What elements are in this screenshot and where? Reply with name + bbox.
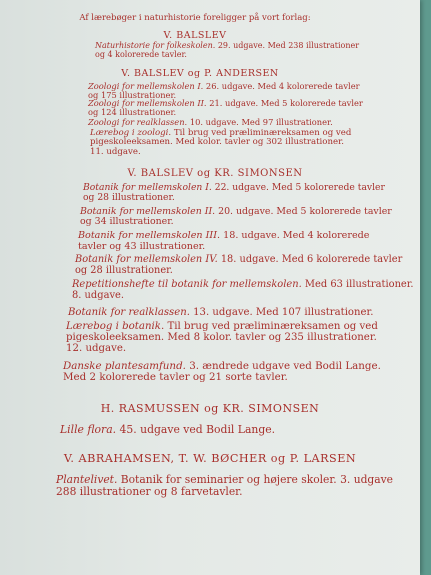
book-details: Til brug ved præliminæreksamen og ved: [171, 128, 352, 138]
book-title: Botanik for mellemskolen IV.: [75, 254, 218, 265]
book-details-cont: tavler og 43 illustrationer.: [78, 240, 206, 252]
book-details: 18. udgave. Med 6 kolorerede tavler: [217, 254, 403, 265]
book-details: 10. udgave. Med 97 illustrationer.: [187, 117, 333, 127]
book-title: Repetitionshefte til botanik for mellemskolen.: [72, 279, 302, 290]
book-details: 3. ændrede udgave ved Bodil Lange.: [185, 360, 381, 372]
book-title: Botanik for mellemskolen III.: [78, 230, 221, 241]
book-title: Plantelivet.: [56, 473, 118, 486]
book-details: 26. udgave. Med 4 kolorerede tavler: [203, 81, 360, 91]
book-title: Zoologi for mellemskolen I.: [88, 81, 204, 91]
book-entry: [88, 99, 363, 117]
book-entry: [56, 474, 393, 498]
intro-text: Af lærebøger i naturhistorie foreligger på vort forlag:: [79, 13, 311, 23]
book-title: Zoologi for realklassen.: [88, 117, 188, 127]
book-details-cont: pigeskoleeksamen. Med kolor. tavler og 302 illustrationer.: [90, 137, 344, 148]
book-details: 29. udgave. Med 238 illustrationer: [215, 41, 360, 50]
book-details: 18. udgave. Med 4 kolorerede: [220, 230, 370, 241]
author-heading-rasmussen-simonsen: H. RASMUSSEN og KR. SIMONSEN: [100, 402, 320, 415]
author-heading-abrahamsen-bocher-larsen: V. ABRAHAMSEN, T. W. BØCHER og P. LARSEN: [63, 452, 357, 465]
book-details: Med 63 illustrationer.: [301, 279, 414, 290]
book-details-cont: og 34 illustrationer.: [80, 216, 174, 228]
book-details-cont: pigeskoleeksamen. Med 8 kolor. tavler og 235 illustrationer.: [66, 332, 377, 344]
book-entry: [68, 307, 373, 318]
book-details-cont: Med 2 kolorerede tavler og 21 sorte tavler.: [63, 371, 288, 384]
book-entry: [72, 280, 414, 302]
book-details-cont: 8. udgave.: [72, 289, 125, 301]
book-entry: [66, 321, 378, 355]
book-details-cont: og 4 kolorerede tavler.: [95, 49, 187, 59]
book-title: Botanik for mellemskolen I.: [83, 182, 212, 193]
book-title: Naturhistorie for folkeskolen.: [95, 41, 216, 50]
author-heading-balslev-simonsen: V. BALSLEV og KR. SIMONSEN: [127, 168, 303, 179]
book-title: Danske plantesamfund.: [63, 360, 186, 372]
book-entry: [83, 183, 385, 203]
book-details-cont: 11. udgave.: [90, 146, 141, 157]
book-title: Zoologi for mellemskolen II.: [88, 98, 207, 108]
book-entry: [75, 255, 402, 277]
book-title: Lærebog i zoologi.: [90, 128, 172, 138]
book-entry: [95, 42, 359, 60]
book-entry: [90, 129, 351, 157]
book-details: 13. udgave. Med 107 illustrationer.: [189, 307, 374, 318]
book-title: Botanik for mellemskolen II.: [80, 206, 216, 217]
book-title: Lærebog i botanik.: [66, 321, 165, 332]
author-heading-balslev: V. BALSLEV: [163, 30, 227, 41]
book-details-cont: og 28 illustrationer.: [75, 264, 173, 276]
author-heading-balslev-andersen: V. BALSLEV og P. ANDERSEN: [121, 68, 279, 79]
book-details-cont: og 28 illustrationer.: [83, 192, 175, 204]
book-entry: [88, 118, 333, 127]
book-details: 45. udgave ved Bodil Lange.: [116, 423, 276, 436]
book-entry: [63, 361, 381, 384]
book-details-cont: 12. udgave.: [66, 343, 127, 355]
book-details: 22. udgave. Med 5 kolorerede tavler: [211, 182, 385, 193]
book-title: Botanik for realklassen.: [68, 307, 190, 318]
book-entry: [80, 207, 392, 228]
book-details-cont: og 175 illustrationer.: [88, 90, 177, 101]
book-details: Botanik for seminarier og højere skoler. 3. udgave: [117, 473, 393, 486]
book-details-cont: og 124 illustrationer.: [88, 107, 177, 118]
book-details: Til brug ved præliminæreksamen og ved: [164, 321, 378, 332]
book-details-cont: 288 illustrationer og 8 farvetavler.: [56, 484, 243, 498]
book-details: 21. udgave. Med 5 kolorerede tavler: [206, 98, 363, 108]
book-entry: [60, 424, 275, 436]
book-title: Lille flora.: [60, 423, 117, 436]
book-details: 20. udgave. Med 5 kolorerede tavler: [215, 206, 392, 217]
book-entry: [78, 231, 369, 252]
